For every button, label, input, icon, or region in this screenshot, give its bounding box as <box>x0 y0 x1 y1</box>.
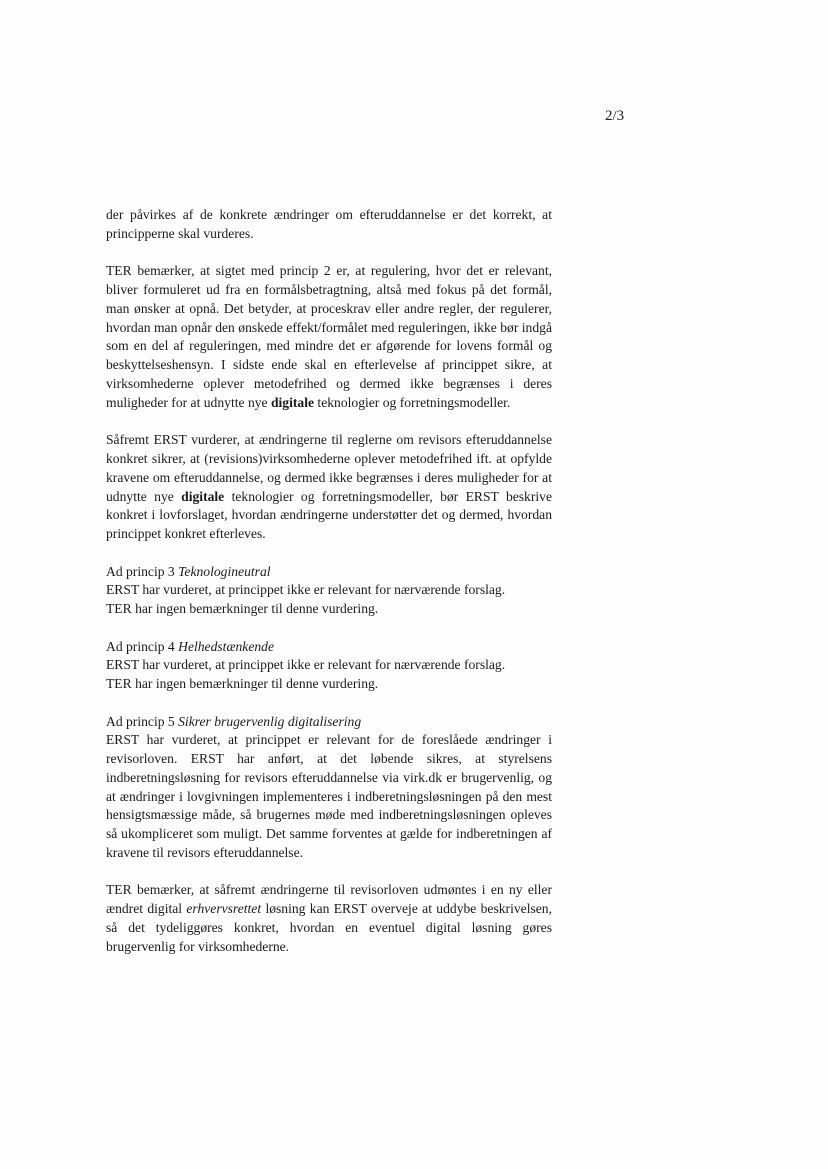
heading-term: Teknologineutral <box>178 563 271 579</box>
text-run: TER bemærker, at såfremt ændringerne til revisorloven udmøntes i en ny eller ændret digital <box>106 882 552 917</box>
section-principle-4 <box>106 638 552 694</box>
paragraph-continuation: der påvirkes af de konkrete ændringer om efteruddannelse er det korrekt, at principperne skal vurderes. <box>106 207 552 241</box>
page-number: 2/3 <box>605 108 625 124</box>
section-principle-3 <box>106 563 552 619</box>
heading-term: Helhedstænkende <box>178 638 275 654</box>
section-body-line: TER har ingen bemærkninger til denne vurdering. <box>106 601 379 617</box>
section-body-line: ERST har vurderet, at princippet ikke er relevant for nærværende forslag. <box>106 657 506 673</box>
heading-term: Sikrer brugervenlig digitalisering <box>178 713 362 729</box>
section-heading <box>106 713 552 732</box>
section-body-line: TER har ingen bemærkninger til denne vurdering. <box>106 676 379 692</box>
section-body: ERST har vurderet, at princippet er relevant for de foreslåede ændringer i revisorloven. ERST har anført, at det løbende sikres, at styrelsens indberetningsløsning for revisors efteruddannelse via virk.dk er brugervenlig, og at ændringer i lovgivningen implementeres i indberetningsløsningen på den mest hensigtsmæssige måde, så brugernes møde med indberetningsløsningen opleves så ukompliceret som muligt. Det samme forventes at gælde for indberetningen af kravene til revisors efteruddannelse. <box>106 732 552 861</box>
text-run: løsning kan ERST overveje at uddybe beskrivelsen, så det tydeliggøres konkret, hvordan en eventuel digital løsning gøres brugervenlig for virksomhederne. <box>106 901 552 954</box>
section-heading <box>106 638 552 657</box>
document-body <box>106 206 552 975</box>
paragraph-erst-assessment <box>106 431 552 544</box>
text-run: TER bemærker, at sigtet med princip 2 er, at regulering, hvor det er relevant, bliver formuleret ud fra en formålsbetragtning, altså med fokus på det formål, man ønsker at opnå. Det betyder, at proceskrav eller andre regler, der regulerer, hvordan man opnår den ønskede effekt/formålet med reguleringen, ikke bør indgå som en del af reguleringen, med mindre det er afgørende for lovens formål og beskyttelseshensyn. I sidste ende skal en efterlevelse af princippet sikre, at virksomhederne oplever metodefrihed og dermed ikke begrænses i deres muligheder for at udnytte nye <box>106 263 552 410</box>
heading-prefix: Ad princip 3 <box>106 563 179 579</box>
paragraph-final-remark <box>106 881 552 956</box>
section-body-line: ERST har vurderet, at princippet ikke er relevant for nærværende forslag. <box>106 582 506 598</box>
heading-prefix: Ad princip 5 <box>106 713 179 729</box>
section-heading <box>106 563 552 582</box>
italic-term: erhvervsrettet <box>186 901 262 917</box>
text-run: teknologier og forretningsmodeller, bør ERST beskrive konkret i lovforslaget, hvordan ændringerne understøtter det og dermed, hvordan princippet konkret efterleves. <box>106 488 552 542</box>
paragraph-principle-2-remark <box>106 262 552 412</box>
text-run: Såfremt ERST vurderer, at ændringerne til reglerne om revisors efteruddannelse konkret sikrer, at (revisions)virksomhederne oplever metodefrihed ift. at opfylde kravene om efteruddannelse, og dermed ikke begrænses i deres muligheder for at udnytte nye <box>106 432 552 504</box>
bold-term: digitale <box>270 394 315 410</box>
heading-prefix: Ad princip 4 <box>106 638 179 654</box>
text-run: teknologier og forretningsmodeller. <box>314 394 511 410</box>
bold-term: digitale <box>181 488 225 504</box>
section-principle-5 <box>106 713 552 863</box>
